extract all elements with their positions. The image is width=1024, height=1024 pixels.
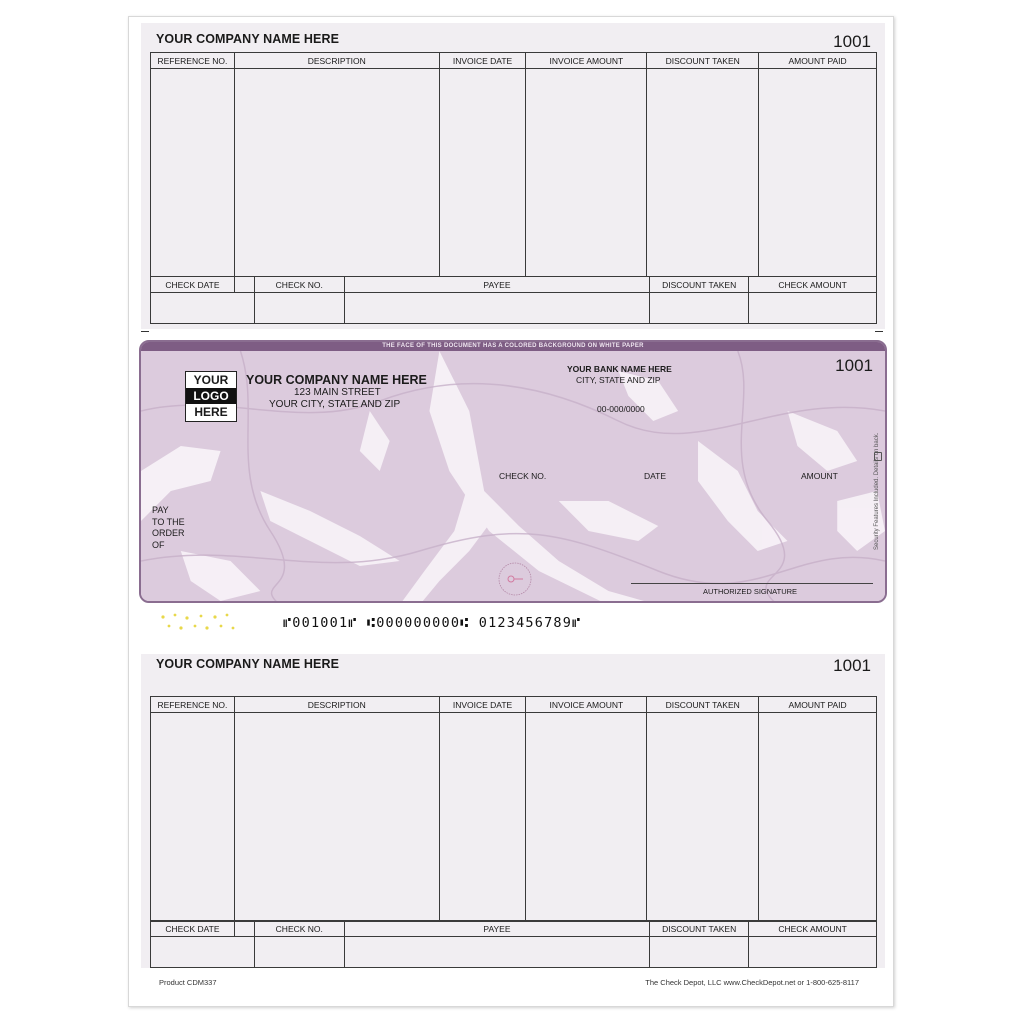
stub-check-number: 1001 — [833, 656, 871, 675]
security-features-note — [871, 402, 885, 552]
header-reference-no: REFERENCE NO. — [151, 53, 235, 69]
stub-company-name: YOUR COMPANY NAME HERE — [156, 32, 340, 46]
summary-table-row — [151, 937, 877, 968]
company-logo-placeholder — [185, 371, 237, 422]
cell-reference-no[interactable] — [151, 69, 235, 277]
header-amount-paid: AMOUNT PAID — [759, 53, 877, 69]
header-check-date: CHECK DATE — [151, 921, 235, 937]
header-reference-no: REFERENCE NO. — [151, 697, 235, 713]
cell-check-amount[interactable] — [749, 293, 877, 324]
invoice-table-body — [151, 69, 877, 277]
header-invoice-amount: INVOICE AMOUNT — [526, 697, 647, 713]
cell-description[interactable] — [234, 713, 439, 922]
perforation-mark-left — [141, 331, 149, 332]
header-invoice-amount: INVOICE AMOUNT — [526, 53, 647, 69]
logo-line-1: YOUR — [193, 373, 229, 387]
routing-fraction: 00-000/0000 — [597, 404, 645, 414]
cell-check-date[interactable] — [151, 937, 255, 968]
header-description: DESCRIPTION — [234, 697, 439, 713]
check-no-label: CHECK NO. — [499, 471, 547, 481]
bank-name: YOUR BANK NAME HERE — [567, 364, 672, 374]
cell-check-date[interactable] — [151, 293, 255, 324]
cell-invoice-amount[interactable] — [526, 69, 647, 277]
micr-line: ⑈001001⑈ ⑆000000000⑆ 0123456789⑈ — [283, 615, 582, 631]
invoice-table — [150, 52, 877, 277]
authorized-signature-label: AUTHORIZED SIGNATURE — [703, 587, 798, 596]
summary-table-header — [151, 277, 877, 293]
cell-invoice-date[interactable] — [439, 713, 526, 922]
micr-row — [141, 609, 885, 639]
cell-payee[interactable] — [344, 293, 649, 324]
check-number: 1001 — [835, 356, 873, 375]
logo-line-2: LOGO — [186, 388, 236, 404]
check-company-street: 123 MAIN STREET — [294, 387, 381, 398]
cell-check-amount[interactable] — [749, 937, 877, 968]
header-description: DESCRIPTION — [234, 53, 439, 69]
product-code: Product CDM337 — [159, 978, 217, 987]
header-check-amount: CHECK AMOUNT — [749, 277, 877, 293]
invoice-table-header — [151, 697, 877, 713]
invoice-table-header — [151, 53, 877, 69]
top-stub — [141, 23, 885, 329]
check-company-city: YOUR CITY, STATE AND ZIP — [269, 399, 401, 410]
header-check-no: CHECK NO. — [254, 921, 344, 937]
cell-reference-no[interactable] — [151, 713, 235, 922]
summary-table-row — [151, 293, 877, 324]
check-face — [139, 340, 887, 603]
header-invoice-date: INVOICE DATE — [439, 697, 526, 713]
cell-invoice-amount[interactable] — [526, 713, 647, 922]
cell-discount-taken[interactable] — [647, 69, 759, 277]
cell-discount-taken[interactable] — [647, 713, 759, 922]
check-company-name: YOUR COMPANY NAME HERE — [246, 373, 427, 387]
bottom-stub — [141, 654, 885, 968]
summary-table-header — [151, 921, 877, 937]
vendor-info: The Check Depot, LLC www.CheckDepot.net or 1-800-625-8117 — [645, 978, 859, 987]
cell-check-no[interactable] — [254, 293, 344, 324]
check-summary-table — [150, 276, 877, 324]
header-payee: PAYEE — [344, 921, 649, 937]
cell-check-no[interactable] — [254, 937, 344, 968]
lock-icon — [874, 452, 882, 461]
header-invoice-date: INVOICE DATE — [439, 53, 526, 69]
pay-line-1: PAY — [152, 505, 169, 515]
cell-summary-discount[interactable] — [650, 937, 749, 968]
security-seal-icon — [491, 560, 539, 598]
pay-line-3: ORDER — [152, 528, 185, 538]
signature-line[interactable] — [631, 583, 873, 584]
bank-city: CITY, STATE AND ZIP — [576, 375, 661, 385]
cell-invoice-date[interactable] — [439, 69, 526, 277]
perforation-mark-right — [875, 331, 883, 332]
cell-amount-paid[interactable] — [759, 69, 877, 277]
amount-label: AMOUNT — [801, 471, 838, 481]
pay-line-4: OF — [152, 539, 165, 550]
cell-description[interactable] — [234, 69, 439, 277]
pay-line-2: TO THE — [152, 516, 185, 527]
pay-to-the-order-of — [152, 505, 185, 551]
header-amount-paid: AMOUNT PAID — [759, 697, 877, 713]
date-label: DATE — [644, 471, 667, 481]
check-form-sheet — [128, 16, 894, 1007]
logo-line-3: HERE — [194, 405, 228, 419]
header-discount-taken: DISCOUNT TAKEN — [647, 53, 759, 69]
invoice-table-body — [151, 713, 877, 922]
cell-amount-paid[interactable] — [759, 713, 877, 922]
check-summary-table — [150, 920, 877, 968]
header-check-no: CHECK NO. — [254, 277, 344, 293]
cell-summary-discount[interactable] — [650, 293, 749, 324]
header-summary-discount: DISCOUNT TAKEN — [650, 277, 749, 293]
header-check-amount: CHECK AMOUNT — [749, 921, 877, 937]
holographic-foil-icon — [157, 611, 237, 633]
header-summary-discount: DISCOUNT TAKEN — [650, 921, 749, 937]
security-features-text: Security Features Included. Details on back. — [874, 432, 880, 550]
cell-payee[interactable] — [344, 937, 649, 968]
invoice-table — [150, 696, 877, 922]
header-check-date: CHECK DATE — [151, 277, 235, 293]
header-payee: PAYEE — [344, 277, 649, 293]
stub-check-number: 1001 — [833, 32, 871, 51]
header-discount-taken: DISCOUNT TAKEN — [647, 697, 759, 713]
check-banner: THE FACE OF THIS DOCUMENT HAS A COLORED BACKGROUND ON WHITE PAPER — [141, 342, 885, 351]
stub-company-name: YOUR COMPANY NAME HERE — [156, 657, 340, 671]
